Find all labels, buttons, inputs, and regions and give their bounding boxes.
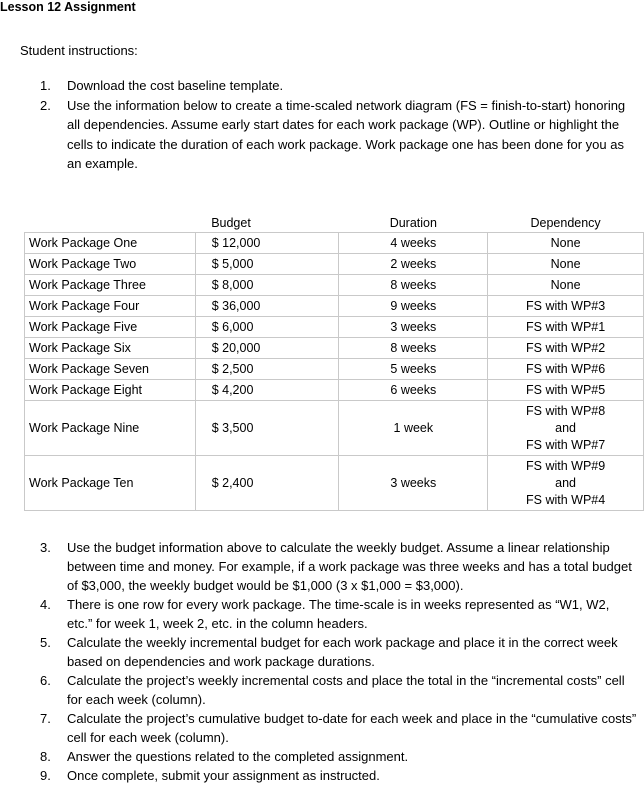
table-row <box>25 456 644 511</box>
cell-duration: 4 weeks <box>339 233 488 254</box>
cell-dependency: FS with WP#3 <box>488 296 644 317</box>
table-row <box>25 401 644 456</box>
cell-dependency: FS with WP#6 <box>488 359 644 380</box>
cell-dependency: FS with WP#5 <box>488 380 644 401</box>
cell-duration: 3 weeks <box>339 456 488 511</box>
dependency-line: FS with WP#9 <box>526 458 606 473</box>
item-text: Calculate the project’s weekly incremental costs and place the total in the “incremental costs” cell for each week (column). <box>67 673 625 707</box>
table-row <box>25 338 644 359</box>
dependency-line: and <box>555 475 577 490</box>
item-text: Calculate the project’s cumulative budget to-date for each week and place in the “cumulative costs” cell for each week (column). <box>67 711 637 745</box>
cell-name: Work Package One <box>25 233 196 254</box>
cell-dependency: FS with WP#1 <box>488 317 644 338</box>
table-header-row <box>25 213 644 233</box>
item-number: 2. <box>40 97 51 113</box>
item-text: Use the budget information above to calculate the weekly budget. Assume a linear relationship between time and money. For example, if a work package was three weeks and has a total budget of $3,000, the weekly budget would be $1,000 (3 x $1,000 = $3,000). <box>67 540 632 593</box>
instruction-item <box>40 633 638 671</box>
header-name <box>25 213 196 233</box>
cell-duration: 5 weeks <box>339 359 488 380</box>
cell-name: Work Package Four <box>25 296 196 317</box>
instruction-item <box>40 538 638 595</box>
item-number: 6. <box>40 673 51 688</box>
cell-budget: $ 12,000 <box>195 233 339 254</box>
cell-dependency <box>488 456 644 511</box>
cell-name: Work Package Three <box>25 275 196 296</box>
table-row <box>25 233 644 254</box>
instruction-item <box>40 766 638 785</box>
cell-duration: 6 weeks <box>339 380 488 401</box>
cell-name: Work Package Two <box>25 254 196 275</box>
cell-name: Work Package Ten <box>25 456 196 511</box>
cell-dependency: FS with WP#2 <box>488 338 644 359</box>
item-text: Use the information below to create a time-scaled network diagram (FS = finish-to-start) honoring all dependencies. Assume early start dates for each work package (WP). Outline or highlight the cells to indicate the duration of each work package. Work package one has been done for you as an example. <box>67 97 626 171</box>
cell-duration: 8 weeks <box>339 275 488 296</box>
cell-dependency: None <box>488 233 644 254</box>
instructions-heading: Student instructions: <box>20 43 138 58</box>
item-number: 5. <box>40 635 51 650</box>
cell-dependency: None <box>488 254 644 275</box>
table-row <box>25 317 644 338</box>
instruction-item <box>40 595 638 633</box>
dependency-line: FS with WP#4 <box>526 492 606 507</box>
header-budget: Budget <box>211 215 251 230</box>
page-title: Lesson 12 Assignment <box>0 0 136 14</box>
cell-dependency: None <box>488 275 644 296</box>
cell-duration: 9 weeks <box>339 296 488 317</box>
cell-budget: $ 8,000 <box>195 275 339 296</box>
cell-budget: $ 36,000 <box>195 296 339 317</box>
item-number: 9. <box>40 768 51 783</box>
cell-budget: $ 3,500 <box>195 401 339 456</box>
dependency-line: FS with WP#7 <box>526 437 606 452</box>
header-dependency: Dependency <box>530 215 601 230</box>
dependency-line: and <box>555 420 577 435</box>
cell-name: Work Package Seven <box>25 359 196 380</box>
item-number: 1. <box>40 78 51 93</box>
item-text: Once complete, submit your assignment as instructed. <box>67 768 380 783</box>
item-number: 8. <box>40 749 51 764</box>
cell-name: Work Package Nine <box>25 401 196 456</box>
cell-duration: 2 weeks <box>339 254 488 275</box>
table-row <box>25 380 644 401</box>
work-package-table <box>24 213 644 511</box>
item-number: 3. <box>40 540 51 555</box>
instructions-list-bottom <box>40 538 638 785</box>
item-text: There is one row for every work package. The time-scale is in weeks represented as “W1, W2, etc.” for week 1, week 2, etc. in the column headers. <box>67 597 610 631</box>
cell-budget: $ 5,000 <box>195 254 339 275</box>
cell-name: Work Package Five <box>25 317 196 338</box>
cell-budget: $ 2,400 <box>195 456 339 511</box>
cell-budget: $ 6,000 <box>195 317 339 338</box>
cell-name: Work Package Eight <box>25 380 196 401</box>
table-row <box>25 296 644 317</box>
instruction-item <box>40 96 630 174</box>
cell-duration: 1 week <box>339 401 488 456</box>
item-text: Answer the questions related to the completed assignment. <box>67 749 409 764</box>
table-row <box>25 275 644 296</box>
cell-dependency <box>488 401 644 456</box>
item-number: 4. <box>40 597 51 612</box>
instruction-item <box>40 709 638 747</box>
table-row <box>25 254 644 275</box>
table-row <box>25 359 644 380</box>
instruction-item <box>40 76 630 96</box>
header-duration: Duration <box>389 215 437 230</box>
cell-budget: $ 4,200 <box>195 380 339 401</box>
instruction-item <box>40 671 638 709</box>
cell-name: Work Package Six <box>25 338 196 359</box>
cell-budget: $ 2,500 <box>195 359 339 380</box>
item-text: Download the cost baseline template. <box>67 78 284 93</box>
cell-duration: 8 weeks <box>339 338 488 359</box>
instruction-item <box>40 747 638 766</box>
cell-budget: $ 20,000 <box>195 338 339 359</box>
item-text: Calculate the weekly incremental budget for each work package and place it in the correct week based on dependencies and work package durations. <box>67 635 618 669</box>
dependency-line: FS with WP#8 <box>526 403 606 418</box>
item-number: 7. <box>40 711 51 726</box>
cell-duration: 3 weeks <box>339 317 488 338</box>
instructions-list-top <box>40 76 630 174</box>
